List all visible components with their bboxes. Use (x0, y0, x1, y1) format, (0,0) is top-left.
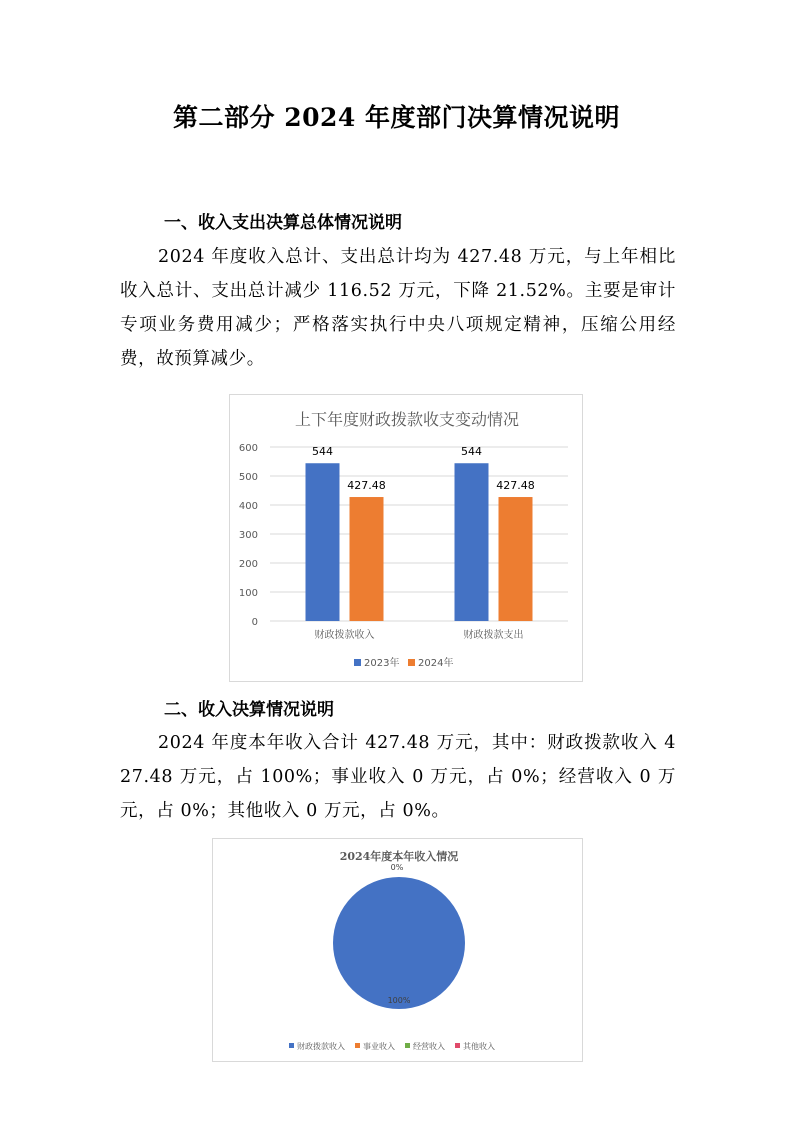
bar-chart-x-axis (315, 628, 524, 641)
page-title: 第二部分 2024 年度部门决算情况说明 (173, 103, 620, 132)
section-heading-income-expense: 一、收入支出决算总体情况说明 (164, 213, 402, 233)
bar-chart-bar (499, 497, 533, 621)
pie-chart-slices (333, 877, 465, 1009)
bar-chart-legend-label: 2024年 (418, 658, 454, 669)
bar-chart (230, 395, 584, 683)
bar-chart-data-label: 544 (312, 445, 333, 459)
bar-chart-container (229, 394, 583, 682)
pie-chart-legend-swatch (455, 1043, 460, 1048)
pie-chart-data-label: 0% (390, 863, 404, 872)
pie-chart (213, 839, 584, 1063)
bar-chart-y-tick-label: 600 (238, 443, 258, 454)
bar-chart-bars (306, 445, 535, 621)
bar-chart-y-tick-label: 300 (238, 530, 258, 541)
pie-chart-legend-label: 财政拨款收入 (297, 1042, 345, 1051)
section-heading-income: 二、收入决算情况说明 (164, 700, 334, 720)
bar-chart-data-label: 427.48 (347, 479, 386, 493)
bar-chart-bar (350, 497, 384, 621)
bar-chart-legend (354, 656, 453, 669)
pie-chart-legend-label: 其他收入 (463, 1042, 495, 1051)
pie-chart-legend-label: 经营收入 (413, 1042, 445, 1051)
bar-chart-y-tick-label: 0 (251, 617, 258, 628)
bar-chart-x-tick-label: 财政拨款支出 (463, 630, 524, 641)
bar-chart-data-label: 427.48 (496, 479, 535, 493)
pie-chart-legend-swatch (405, 1043, 410, 1048)
bar-chart-bar (455, 463, 489, 621)
bar-chart-x-tick-label: 财政拨款收入 (314, 630, 375, 641)
pie-chart-legend-swatch (355, 1043, 360, 1048)
bar-chart-y-tick-label: 500 (238, 472, 258, 483)
pie-chart-title: 2024年度本年收入情况 (339, 850, 459, 863)
bar-chart-legend-swatch (354, 659, 361, 666)
bar-chart-bar (306, 463, 340, 621)
bar-chart-y-tick-label: 100 (238, 588, 258, 599)
bar-chart-y-tick-label: 400 (238, 501, 258, 512)
pie-chart-legend-label: 事业收入 (363, 1042, 395, 1051)
bar-chart-y-axis (239, 443, 258, 628)
bar-chart-data-label: 544 (461, 445, 482, 459)
pie-chart-container (212, 838, 583, 1062)
pie-chart-legend (289, 1041, 495, 1051)
pie-chart-slice (333, 877, 465, 1009)
bar-chart-legend-label: 2023年 (364, 658, 400, 669)
pie-chart-legend-swatch (289, 1043, 294, 1048)
section-paragraph-income-expense: 2024 年度收入总计、支出总计均为 427.48 万元，与上年相比收入总计、支出总计减少 116.52 万元，下降 21.52%。主要是审计专项业务费用减少；严格落实执行中央八项规定精神，压缩公用经费，故预算减少。 (120, 247, 676, 369)
section-paragraph-income: 2024 年度本年收入合计 427.48 万元，其中：财政拨款收入 427.48 万元，占 100%；事业收入 0 万元，占 0%；经营收入 0 万元，占 0%；其他收入 0 万元，占 0%。 (120, 733, 676, 821)
bar-chart-title: 上下年度财政拨款收支变动情况 (294, 410, 520, 429)
bar-chart-y-tick-label: 200 (238, 559, 258, 570)
bar-chart-legend-swatch (408, 659, 415, 666)
pie-chart-data-label: 100% (387, 996, 411, 1005)
